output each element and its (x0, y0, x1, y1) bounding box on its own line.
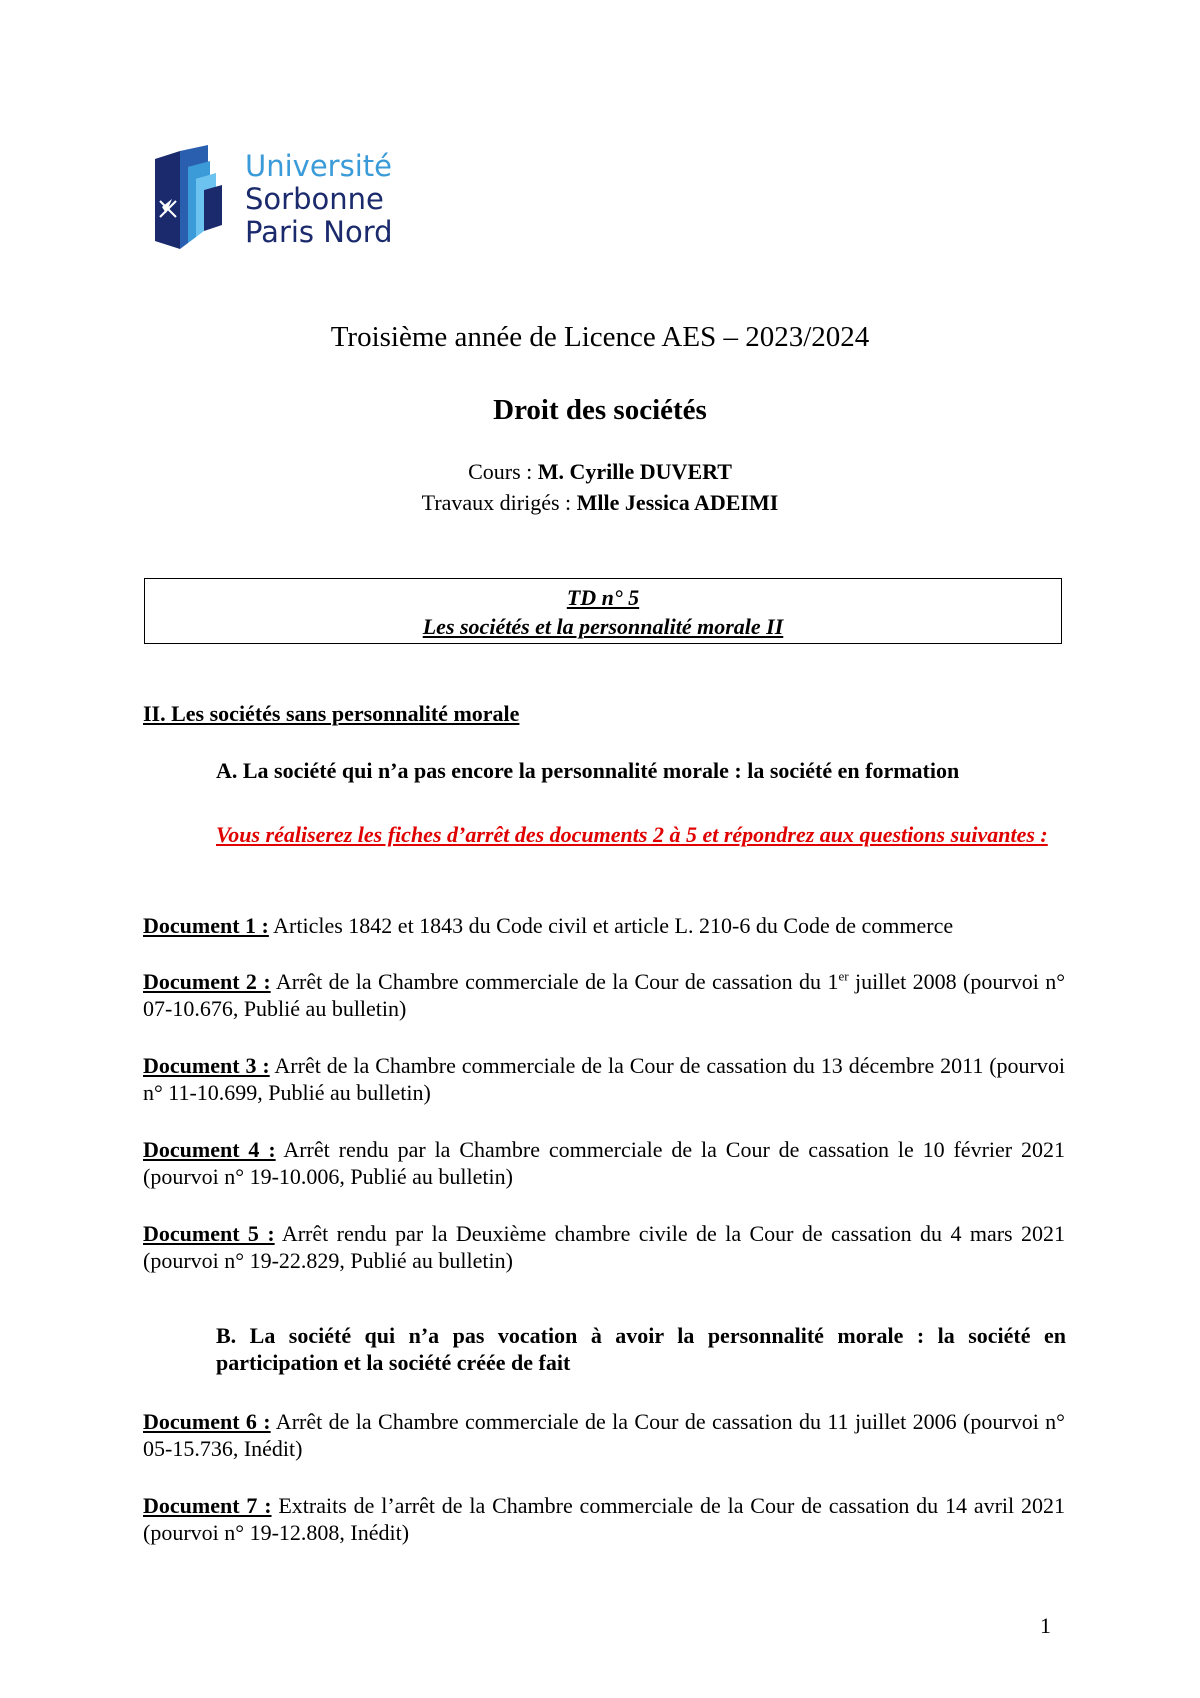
lecturer-name: M. Cyrille DUVERT (537, 459, 732, 484)
course-title: Droit des sociétés (493, 394, 707, 426)
td-number: TD n° 5 (566, 585, 640, 610)
university-logo (150, 145, 400, 255)
document-label: Document 3 : (143, 1053, 270, 1078)
document-description: Articles 1842 et 1843 du Code civil et article L. 210-6 du Code de commerce (268, 913, 954, 938)
tutor-name: Mlle Jessica ADEIMI (576, 490, 779, 515)
university-logo-emblem-icon (150, 145, 240, 255)
document-label: Document 4 : (143, 1137, 276, 1162)
document-description: Arrêt de la Chambre commerciale de la Cour de cassation du 1 (270, 969, 839, 994)
document-label: Document 2 : (143, 969, 271, 994)
td-topic: Les sociétés et la personnalité morale II (422, 614, 784, 639)
document-description-cont: juillet 2008 (pourvoi n° 07-10.676, Publié au bulletin) (143, 969, 1066, 1021)
document-entry-5 (143, 1220, 1065, 1274)
course-year-subtitle: Troisième année de Licence AES – 2023/2024 (330, 321, 870, 353)
document-description: Arrêt rendu par la Deuxième chambre civile de la Cour de cassation du 4 mars 2021 (pourvoi n° 19-22.829, Publié au bulletin) (143, 1221, 1065, 1273)
document-entry-7 (143, 1492, 1065, 1546)
ordinal-superscript: er (838, 968, 849, 984)
tutor-line (0, 490, 1200, 516)
document-entry-4 (143, 1136, 1065, 1190)
document-label: Document 1 : (143, 913, 269, 938)
document-label: Document 6 : (143, 1409, 271, 1434)
logo-line-universite: Université (245, 149, 392, 183)
document-entry-1 (143, 912, 1065, 939)
document-description: Extraits de l’arrêt de la Chambre commerciale de la Cour de cassation du 14 avril 2021 (pourvoi n° 19-12.808, Inédit) (143, 1493, 1065, 1545)
lecturer-label: Cours : (468, 459, 538, 484)
lecturer-line (0, 459, 1200, 485)
document-entry-3 (143, 1052, 1065, 1106)
document-description: Arrêt de la Chambre commerciale de la Cour de cassation du 13 décembre 2011 (pourvoi n° 11-10.699, Publié au bulletin) (143, 1053, 1065, 1105)
document-entry-2 (143, 968, 1065, 1022)
university-logo-wordmark (245, 150, 393, 249)
section-heading: II. Les sociétés sans personnalité morale (143, 701, 520, 726)
document-description: Arrêt de la Chambre commerciale de la Cour de cassation du 11 juillet 2006 (pourvoi n° 05-15.736, Inédit) (143, 1409, 1065, 1461)
tutor-label: Travaux dirigés : (421, 490, 577, 515)
td-title-box (144, 578, 1062, 644)
document-description: Arrêt rendu par la Chambre commerciale de la Cour de cassation le 10 février 2021 (pourvoi n° 19-10.006, Publié au bulletin) (143, 1137, 1065, 1189)
page-number: 1 (1040, 1613, 1051, 1638)
instruction-text: Vous réaliserez les fiches d’arrêt des documents 2 à 5 et répondrez aux questions suivantes : (216, 822, 1048, 847)
document-entry-6 (143, 1408, 1065, 1462)
subsection-b-heading: B. La société qui n’a pas vocation à avoir la personnalité morale : la société en participation et la société créée de fait (216, 1323, 1066, 1375)
document-label: Document 7 : (143, 1493, 272, 1518)
logo-line-paris-nord: Paris Nord (245, 215, 393, 249)
subsection-a-heading: A. La société qui n’a pas encore la personnalité morale : la société en formation (216, 758, 960, 783)
logo-line-sorbonne: Sorbonne (245, 182, 384, 216)
document-label: Document 5 : (143, 1221, 275, 1246)
